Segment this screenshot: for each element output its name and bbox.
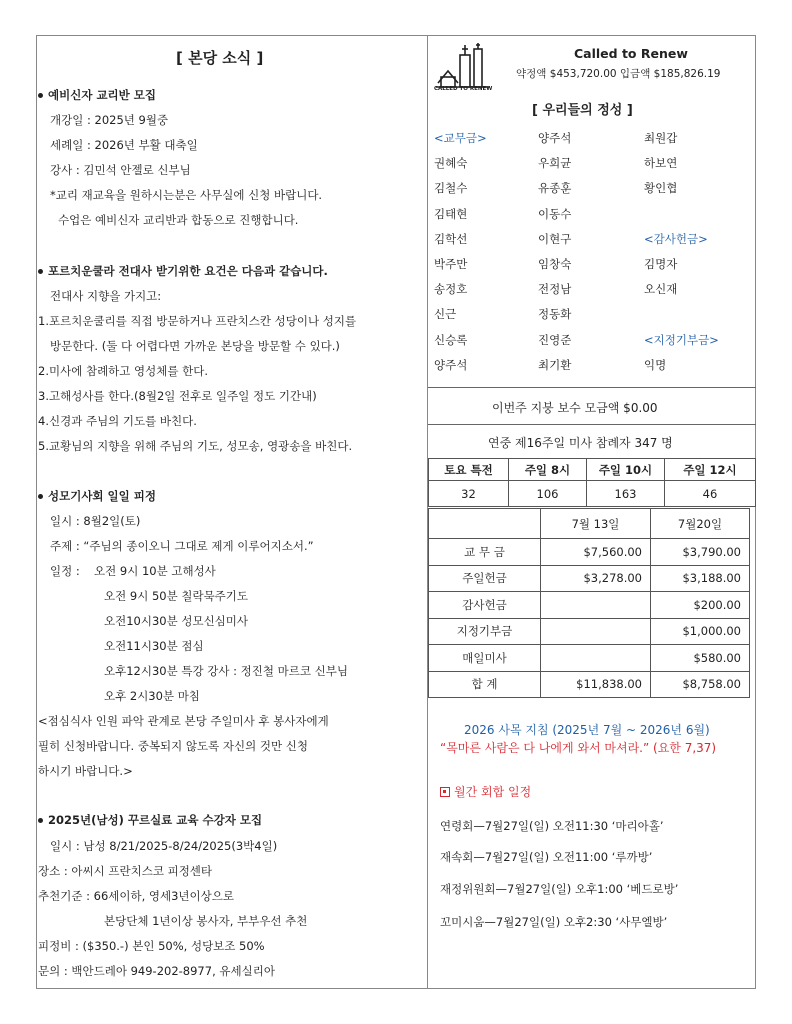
cursillo-line: 장소 : 아씨시 프란치스코 피정센타 — [38, 864, 213, 878]
catechumen-line: 수업은 예비신자 교리반과 합동으로 진행합니다. — [58, 213, 299, 227]
meeting-item: 꼬미시움—7월27일(일) 오후2:30 ‘사무엘방’ — [440, 915, 668, 929]
retreat-schedule-item: 오후 2시30분 마침 — [104, 689, 200, 703]
finance-row — [429, 539, 750, 566]
finance-row — [429, 671, 750, 698]
finance-amount — [541, 645, 651, 672]
finance-row — [429, 592, 750, 619]
meeting-schedule-title — [440, 783, 531, 800]
donor-name: 정동화 — [538, 307, 572, 322]
catechumen-line: *교리 재교육을 원하시는분은 사무실에 신청 바랍니다. — [50, 188, 323, 202]
retreat-note-line: 하시기 바랍니다.> — [38, 764, 133, 778]
finance-row-label: 주일헌금 — [429, 565, 541, 592]
donor-name: 이동수 — [538, 206, 572, 221]
bullet-icon — [38, 269, 43, 274]
cursillo-line: 본당단체 1년이상 봉사자, 부부우선 추천 — [104, 914, 308, 928]
finance-amount: $3,278.00 — [541, 565, 651, 592]
finance-amount — [541, 592, 651, 619]
donor-name: 오신재 — [644, 282, 678, 297]
finance-row-label: 교 무 금 — [429, 539, 541, 566]
catechumen-line: 강사 : 김민석 안젤로 신부님 — [50, 163, 191, 177]
retreat-note-line: <점심식사 인원 파악 관계로 본당 주일미사 후 봉사자에게 — [38, 714, 329, 728]
finance-amount: $200.00 — [651, 592, 750, 619]
finance-amount: $11,838.00 — [541, 671, 651, 698]
retreat-schedule-item: 오전11시30분 점심 — [104, 639, 204, 653]
finance-row-label: 감사헌금 — [429, 592, 541, 619]
donor-name: 하보연 — [644, 156, 678, 171]
finance-header: 7월 13일 — [541, 509, 651, 539]
retreat-date: 일시 : 8월2일(토) — [50, 514, 141, 528]
attendance-header: 주일 10시 — [587, 459, 665, 481]
offerings-title: [ 우리들의 정성 ] — [532, 103, 633, 118]
attendance-value: 46 — [665, 481, 756, 507]
meeting-item: 연령회—7월27일(일) 오전11:30 ‘마리아홀’ — [440, 819, 664, 833]
finance-header — [429, 509, 541, 539]
attendance-table — [428, 458, 756, 507]
cursillo-line: 문의 : 백안드레아 949-202-8977, 유세실리아 — [38, 964, 275, 978]
attendance-value: 106 — [509, 481, 587, 507]
attendance-header: 주일 12시 — [665, 459, 756, 481]
donor-name: 전정남 — [538, 282, 572, 297]
bullet-icon — [38, 93, 43, 98]
catechumen-line: 개강일 : 2025년 9월중 — [50, 113, 169, 127]
finance-amount: $3,188.00 — [651, 565, 750, 592]
offering-category-label: <감사헌금> — [644, 231, 708, 246]
meeting-schedule-title-text: 월간 회합 일정 — [454, 785, 532, 799]
finance-table — [428, 508, 750, 698]
finance-amount: $3,790.00 — [651, 539, 750, 566]
finance-amount: $1,000.00 — [651, 618, 750, 645]
parish-news-title: [ 본당 소식 ] — [176, 49, 264, 67]
parish-news-column — [36, 35, 427, 989]
attendance-header: 토요 특전 — [429, 459, 509, 481]
attendance-value: 163 — [587, 481, 665, 507]
cursillo-line: 피정비 : ($350.-) 본인 50%, 성당보조 50% — [38, 939, 265, 953]
donor-name: 최원갑 — [644, 131, 678, 145]
indulgence-heading — [38, 263, 328, 279]
cursillo-line: 일시 : 남성 8/21/2025-8/24/2025(3박4일) — [50, 839, 278, 853]
finance-header: 7월20일 — [651, 509, 750, 539]
indulgence-line: 1.포르치운쿨리를 직접 방문하거나 프란치스칸 성당이나 성지를 — [38, 314, 357, 328]
catechumen-heading-text: 예비신자 교리반 모집 — [48, 88, 156, 102]
donor-name: 박주만 — [434, 257, 468, 271]
indulgence-line: 5.교황님의 지향을 위해 주님의 기도, 성모송, 영광송을 바친다. — [38, 439, 353, 453]
retreat-schedule-label: 일정 : — [50, 564, 80, 578]
square-bullet-icon — [440, 787, 450, 797]
offering-category-label: <지정기부금> — [644, 332, 719, 347]
bullet-icon — [38, 494, 43, 499]
offerings-column — [428, 35, 756, 989]
retreat-heading-text: 성모기사회 일일 피정 — [48, 489, 156, 503]
attendance-header: 주일 8시 — [509, 459, 587, 481]
donor-name: 유종훈 — [538, 181, 572, 196]
retreat-heading — [38, 488, 156, 504]
cursillo-line: 추천기준 : 66세이하, 영세3년이상으로 — [38, 889, 234, 903]
donor-name: 신승록 — [434, 332, 468, 347]
finance-amount: $580.00 — [651, 645, 750, 672]
donor-name: 송정호 — [434, 282, 468, 297]
attendance-line: 연중 제16주일 미사 참례자 347 명 — [488, 436, 673, 450]
donor-name: 우희균 — [538, 156, 572, 171]
bullet-icon — [38, 818, 43, 823]
offering-category-label: <교무금> — [434, 131, 487, 145]
retreat-theme: 주제 : “주님의 종이오니 그대로 제게 이루어지소서.” — [50, 539, 314, 553]
called-to-renew-logo — [434, 41, 496, 97]
finance-row — [429, 618, 750, 645]
retreat-schedule-item: 오전 9시 10분 고해성사 — [94, 564, 216, 578]
donor-name: 양주석 — [538, 131, 572, 145]
retreat-note-line: 필히 신청바랍니다. 중복되지 않도록 자신의 것만 신청 — [38, 739, 308, 753]
donor-name: 권혜숙 — [434, 156, 468, 171]
campaign-amounts: 약정액 $453,720.00 입금액 $185,826.19 — [516, 68, 721, 80]
donor-name: 신근 — [434, 307, 457, 322]
divider-line — [428, 387, 756, 388]
meeting-item: 재속회—7월27일(일) 오전11:00 ‘루까방’ — [440, 850, 653, 864]
catechumen-heading — [38, 87, 156, 103]
donor-name: 김태현 — [434, 206, 468, 221]
attendance-value: 32 — [429, 481, 509, 507]
donor-name: 황인협 — [644, 181, 678, 196]
meeting-item: 재정위원회—7월27일(일) 오후1:00 ‘베드로방’ — [440, 882, 679, 896]
finance-amount — [541, 618, 651, 645]
retreat-schedule-item: 오전10시30분 성모신심미사 — [104, 614, 249, 628]
finance-row-label: 지정기부금 — [429, 618, 541, 645]
donor-name: 양주석 — [434, 357, 468, 372]
indulgence-heading-text: 포르치운쿨라 전대사 받기위한 요건은 다음과 같습니다. — [48, 264, 328, 278]
finance-amount: $8,758.00 — [651, 671, 750, 698]
cursillo-heading — [38, 812, 262, 828]
retreat-schedule-item: 오후12시30분 특강 강사 : 정진철 마르코 신부님 — [104, 664, 348, 678]
donor-name: 임창숙 — [538, 257, 572, 271]
finance-row — [429, 565, 750, 592]
pastoral-guideline-title: 2026 사목 지침 (2025년 7월 ~ 2026년 6월) — [464, 723, 710, 737]
indulgence-line: 3.고해성사를 한다.(8월2일 전후로 일주일 정도 기간내) — [38, 389, 317, 403]
finance-amount: $7,560.00 — [541, 539, 651, 566]
pastoral-guideline-quote: “목마른 사람은 다 나에게 와서 마셔라.” (요한 7,37) — [440, 741, 717, 755]
donor-name: 진영준 — [538, 332, 572, 347]
divider-line — [428, 424, 756, 425]
catechumen-line: 세례일 : 2026년 부활 대축일 — [50, 138, 198, 152]
finance-row-label: 매일미사 — [429, 645, 541, 672]
finance-row — [429, 645, 750, 672]
donor-name: 김명자 — [644, 257, 678, 271]
donor-name: 익명 — [644, 357, 667, 372]
donor-name: 김학선 — [434, 231, 468, 246]
logo-text: CALLED TO RENEW — [434, 86, 493, 92]
cursillo-heading-text: 2025년(남성) 꾸르실료 교육 수강자 모집 — [48, 813, 263, 827]
indulgence-line: 전대사 지향을 가지고: — [50, 289, 162, 303]
roof-donation-line: 이번주 지붕 보수 모금액 $0.00 — [492, 401, 658, 415]
donor-name: 김철수 — [434, 181, 468, 196]
retreat-schedule-item: 오전 9시 50분 칠락묵주기도 — [104, 589, 249, 603]
finance-row-label: 합 계 — [429, 671, 541, 698]
indulgence-line: 4.신경과 주님의 기도를 바친다. — [38, 414, 197, 428]
indulgence-line: 방문한다. (둘 다 어렵다면 가까운 본당을 방문할 수 있다.) — [50, 339, 340, 353]
donor-name: 이현구 — [538, 231, 572, 246]
donor-name: 최기환 — [538, 357, 572, 372]
campaign-title: Called to Renew — [574, 46, 688, 61]
indulgence-line: 2.미사에 참례하고 영성체를 한다. — [38, 364, 209, 378]
